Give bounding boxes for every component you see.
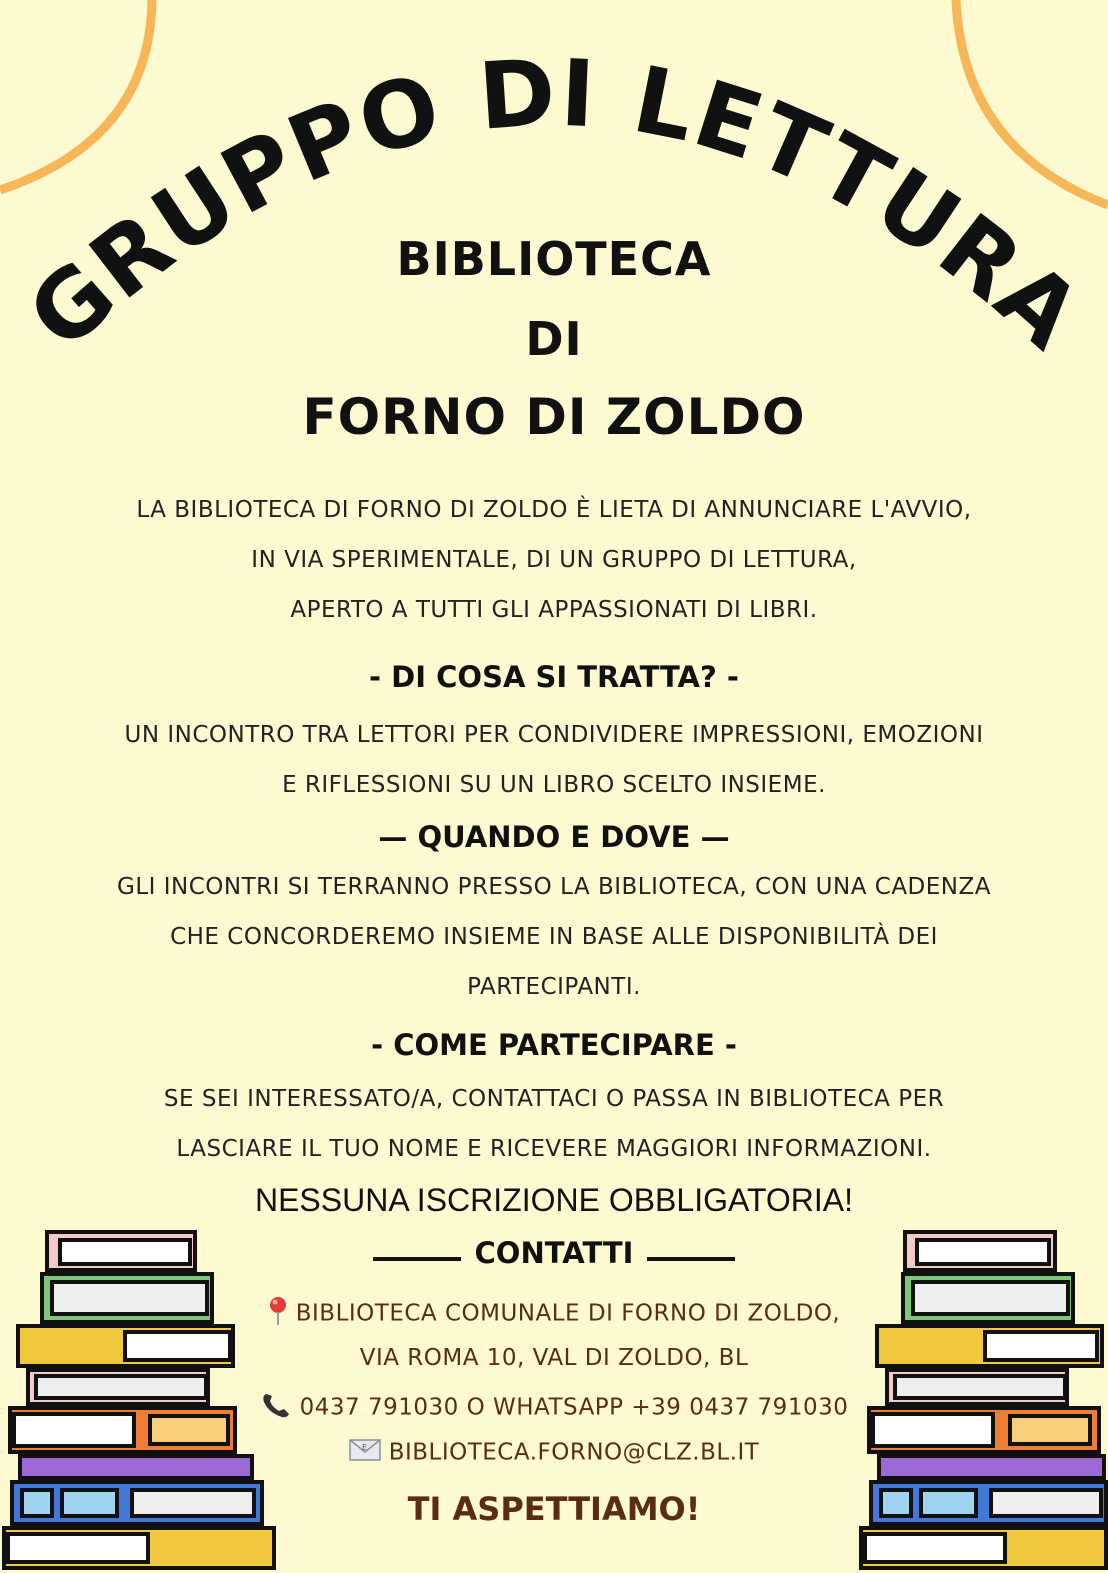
section-line: SE SEI INTERESSATO/A, CONTATTACI O PASSA IN BIBLIOTECA PER (163, 1086, 945, 1112)
section-title-how: - COME PARTECIPARE - (371, 1028, 737, 1062)
phone-text: 0437 791030 O WHATSAPP +39 0437 791030 (299, 1394, 849, 1421)
title-line-di: DI (525, 312, 583, 366)
intro-line: IN VIA SPERIMENTALE, DI UN GRUPPO DI LETTURA, (251, 547, 857, 573)
notice-text: NESSUNA ISCRIZIONE OBBLIGATORIA! (254, 1182, 854, 1218)
email-icon (349, 1438, 381, 1468)
divider (373, 1257, 461, 1261)
title-path-text: GRUPPO DI LETTURA (8, 38, 1102, 371)
title-line-location: FORNO DI ZOLDO (302, 388, 806, 446)
intro-line: APERTO A TUTTI GLI APPASSIONATI DI LIBRI. (290, 597, 818, 623)
contacts-title: CONTATTI (474, 1236, 634, 1270)
section-title-when: — QUANDO E DOVE — (378, 820, 730, 854)
intro-line: LA BIBLIOTECA DI FORNO DI ZOLDO È LIETA DI ANNUNCIARE L'AVVIO, (136, 497, 972, 523)
section-line: LASCIARE IL TUO NOME E RICEVERE MAGGIORI INFORMAZIONI. (176, 1136, 932, 1162)
section-how-text (0, 1074, 1108, 1174)
section-line: GLI INCONTRI SI TERRANNO PRESSO LA BIBLIOTECA, CON UNA CADENZA (117, 874, 991, 900)
section-line: UN INCONTRO TRA LETTORI PER CONDIVIDERE IMPRESSIONI, EMOZIONI (124, 722, 984, 748)
intro-paragraph (0, 485, 1108, 635)
section-title-what: - DI COSA SI TRATTA? - (369, 660, 739, 694)
title-line-biblioteca: BIBLIOTECA (396, 232, 712, 286)
book-stack-left-icon (0, 1228, 285, 1573)
section-what-text (0, 710, 1108, 810)
section-when-text (0, 862, 1108, 1012)
section-line: CHE CONCORDEREMO INSIEME IN BASE ALLE DISPONIBILITÀ DEI (170, 924, 938, 950)
email-text: BIBLIOTECA.FORNO@CLZ.BL.IT (388, 1439, 760, 1466)
closing-text: TI ASPETTIAMO! (407, 1490, 701, 1528)
section-line: E RIFLESSIONI SU UN LIBRO SCELTO INSIEME. (282, 772, 826, 798)
book-stack-right-icon (855, 1228, 1108, 1573)
svg-text:E: E (361, 1443, 368, 1452)
address-line-1: BIBLIOTECA COMUNALE DI FORNO DI ZOLDO, (295, 1300, 841, 1327)
section-line: PARTECIPANTI. (467, 974, 641, 1000)
address-line-2: VIA ROMA 10, VAL DI ZOLDO, BL (359, 1345, 749, 1371)
divider (647, 1257, 735, 1261)
